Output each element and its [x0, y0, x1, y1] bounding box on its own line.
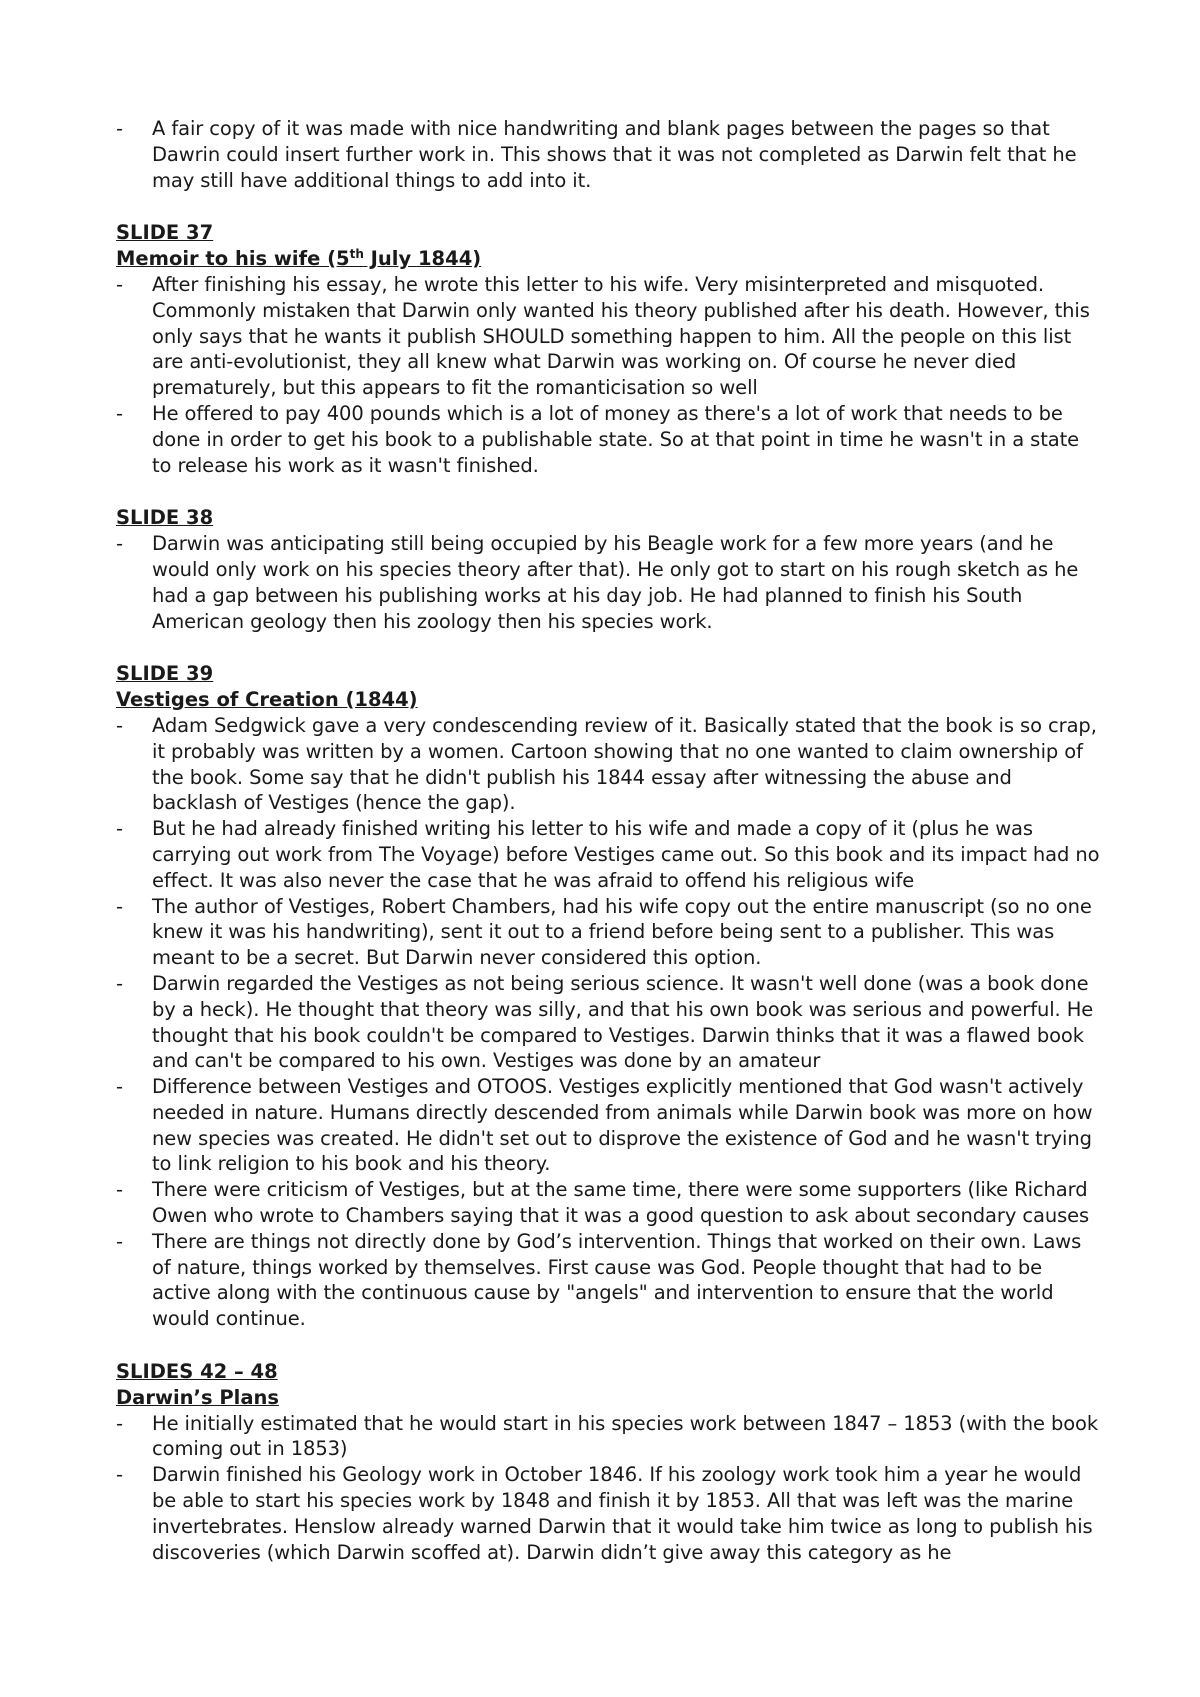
bullet-dash: - [116, 971, 123, 995]
bullet-dash: - [116, 817, 123, 841]
slide-38-heading: SLIDE 38 [116, 506, 214, 530]
bullet-text: He offered to pay 400 pounds which is a lot of money as there's a lot of work that needs to be done in order to get his book to a publishable state. So at that point in time he wasn't in a state to release his work as it wasn't finished. [152, 401, 1080, 477]
slides-42-48-subtitle: Darwin’s Plans [116, 1385, 279, 1409]
bullet-text: Difference between Vestiges and OTOOS. Vestiges explicitly mentioned that God wasn't actively needed in nature. Humans directly descended from animals while Darwin book was more on how new species was created. He didn't set out to disprove the existence of God and he wasn't trying to link religion to his book and his theory. [152, 1075, 1093, 1176]
bullet-text: Darwin finished his Geology work in October 1846. If his zoology work took him a year he would be able to start his species work by 1848 and finish it by 1853. All that was left was the marine invertebrates. Henslow already warned Darwin that it would take him twice as long to publish his discoveries (which Darwin scoffed at). Darwin didn’t give away this category as he [152, 1463, 1093, 1564]
intro-section [116, 116, 1100, 193]
bullet-dash: - [116, 272, 123, 296]
bullet-text: After finishing his essay, he wrote this letter to his wife. Very misinterpreted and misquoted. Commonly mistaken that Darwin only wanted his theory published after his death. However, this only says that he wants it publish SHOULD something happen to him. All the people on this list are anti-evolutionist, they all knew what Darwin was working on. Of course he never died prematurely, but this appears to fit the romanticisation so well [152, 272, 1090, 400]
bullet-item [116, 971, 1100, 1074]
bullet-item [116, 401, 1100, 478]
bullet-text: He initially estimated that he would start in his species work between 1847 – 1853 (with the book coming out in 1853) [152, 1411, 1099, 1461]
bullet-dash: - [116, 1075, 123, 1099]
subtitle-text: Memoir to his wife (5 [116, 247, 350, 271]
slide-39-subtitle: Vestiges of Creation (1844) [116, 688, 418, 712]
bullet-item [116, 272, 1100, 401]
bullet-dash: - [116, 713, 123, 737]
bullet-text: But he had already finished writing his letter to his wife and made a copy of it (plus he was carrying out work from The Voyage) before Vestiges came out. So this book and its impact had no effect. It was also never the case that he was afraid to offend his religious wife [152, 817, 1100, 892]
bullet-dash: - [116, 532, 123, 556]
bullet-item [116, 1177, 1100, 1229]
bullet-text: Adam Sedgwick gave a very condescending review of it. Basically stated that the book is so crap, it probably was written by a women. Cartoon showing that no one wanted to claim ownership of the book. Some say that he didn't publish his 1844 essay after witnessing the abuse and backlash of Vestiges (hence the gap). [152, 713, 1097, 815]
bullet-text: There are things not directly done by God’s intervention. Things that worked on their own. Laws of nature, things worked by themselves. First cause was God. People thought that had to be active along with the continuous cause by "angels" and intervention to ensure that the world would continue. [152, 1229, 1082, 1331]
bullet-item [116, 531, 1100, 634]
bullet-dash: - [116, 894, 123, 918]
bullet-text: A fair copy of it was made with nice handwriting and blank pages between the pages so that Dawrin could insert further work in. This shows that it was not completed as Darwin felt that he may still have additional things to add into it. [152, 117, 1077, 192]
bullet-item [116, 116, 1100, 193]
bullet-item [116, 713, 1100, 816]
bullet-text: Darwin regarded the Vestiges as not being serious science. It wasn't well done (was a book done by a heck). He thought that theory was silly, and that his own book was serious and powerful. He thought that his book couldn't be compared to Vestiges. Darwin thinks that it was a flawed book and can't be compared to his own. Vestiges was done by an amateur [152, 971, 1094, 1073]
slides-42-48-heading: SLIDES 42 – 48 [116, 1360, 278, 1384]
bullet-item [116, 1411, 1100, 1463]
slide-39-section [116, 661, 1100, 1332]
bullet-dash: - [116, 117, 123, 140]
bullet-text: Darwin was anticipating still being occupied by his Beagle work for a few more years (and he would only work on his species theory after that). He only got to start on his rough sketch as he had a gap between his publishing works at his day job. He had planned to finish his South American geology then his zoology then his species work. [152, 532, 1079, 633]
bullet-dash: - [116, 1178, 123, 1202]
slide-38-section [116, 505, 1100, 634]
bullet-text: There were criticism of Vestiges, but at the same time, there were some supporters (like Richard Owen who wrote to Chambers saying that it was a good question to ask about secondary causes [152, 1178, 1090, 1228]
bullet-text: The author of Vestiges, Robert Chambers, had his wife copy out the entire manuscript (so no one knew it was his handwriting), sent it out to a friend before being sent to a publisher. This was meant to be a secret. But Darwin never considered this option. [152, 894, 1092, 970]
bullet-dash: - [116, 401, 123, 425]
subtitle-text: July 1844) [363, 247, 482, 271]
bullet-item [116, 1074, 1100, 1177]
slide-37-subtitle [116, 246, 1100, 272]
bullet-dash: - [116, 1463, 123, 1487]
slide-37-heading: SLIDE 37 [116, 221, 214, 245]
bullet-item [116, 816, 1100, 893]
slides-42-48-section [116, 1359, 1100, 1565]
subtitle-superscript: th [349, 247, 364, 262]
bullet-item [116, 1229, 1100, 1332]
bullet-dash: - [116, 1229, 123, 1253]
slide-37-section [116, 220, 1100, 478]
bullet-item [116, 894, 1100, 971]
bullet-dash: - [116, 1411, 123, 1435]
bullet-item [116, 1462, 1100, 1565]
slide-39-heading: SLIDE 39 [116, 662, 214, 686]
